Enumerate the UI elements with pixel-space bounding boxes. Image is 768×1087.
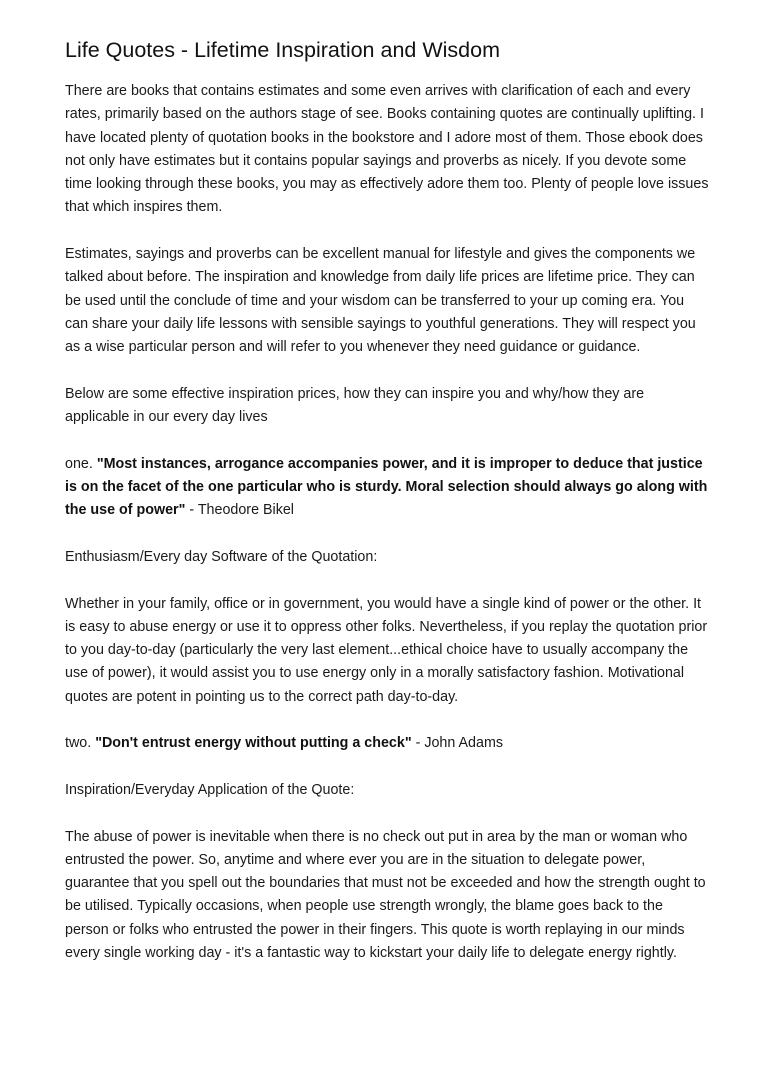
- fifth-paragraph: The abuse of power is inevitable when there is no check out put in area by the man or woman who entrusted the power. So, anytime and where ever you are in the situation to delegate power, guarantee that you spell out the boundaries that must not be exceeded and how the strength ought to be utilised. Typically occasions, when people use strength wrongly, the blame goes back to the person or folks who entrusted the power in their fingers. This quote is worth replaying in our minds every single working day - it's a fantastic way to kickstart your daily life to delegate energy rightly.: [65, 828, 706, 961]
- third-paragraph: Below are some effective inspiration prices, how they can inspire you and why/how they are applicable in our every day lives: [65, 385, 645, 426]
- second-paragraph: Estimates, sayings and proverbs can be excellent manual for lifestyle and gives the components we talked about before. The inspiration and knowledge from daily life prices are lifetime price. They can be used until the conclude of time and your wisdom can be transferred to your up coming era. You can share your daily life lessons with sensible sayings to youthful generations. They will respect you as a wise particular person and will refer to you whenever they need guidance or guidance.: [65, 246, 696, 356]
- document-page: [65, 36, 710, 989]
- intro-paragraph: There are books that contains estimates and some even arrives with clarification of each and every rates, primarily based on the authors stage of see. Books containing quotes are continually uplifting. I have located plenty of quotation books in the bookstore and I adore most of them. Those ebook does not only have estimates but it contains popular sayings and proverbs as nicely. If you devote some time looking through these books, you may as effectively adore them too. Plenty of people love issues that which inspires them.: [65, 83, 709, 216]
- quote-two-author: - John Adams: [411, 735, 504, 752]
- section-heading-two: Inspiration/Everyday Application of the Quote:: [65, 781, 355, 798]
- quote-one-prefix: one.: [65, 455, 97, 472]
- quote-two-text: "Don't entrust energy without putting a check": [95, 735, 412, 752]
- quote-two: [65, 732, 710, 755]
- quote-one-author: - Theodore Bikel: [185, 502, 294, 519]
- section-heading-one: Enthusiasm/Every day Software of the Quotation:: [65, 548, 378, 565]
- quote-two-prefix: two.: [65, 735, 96, 752]
- fourth-paragraph: Whether in your family, office or in government, you would have a single kind of power or the other. It is easy to abuse energy or use it to oppress other folks. Nevertheless, if you replay the quotation prior to you day-to-day (particularly the very last element...ethical choice have to usually accompany the use of power), it would assist you to use energy only in a morally satisfactory fashion. Motivational quotes are potent in pointing us to the correct path day-to-day.: [65, 595, 708, 705]
- quote-one-text: "Most instances, arrogance accompanies power, and it is improper to deduce that justice is on the facet of the one particular who is sturdy. Moral selection should always go along with the use of power": [65, 455, 708, 519]
- quote-one: [65, 453, 710, 523]
- page-title: Life Quotes - Lifetime Inspiration and Wisdom: [65, 38, 500, 62]
